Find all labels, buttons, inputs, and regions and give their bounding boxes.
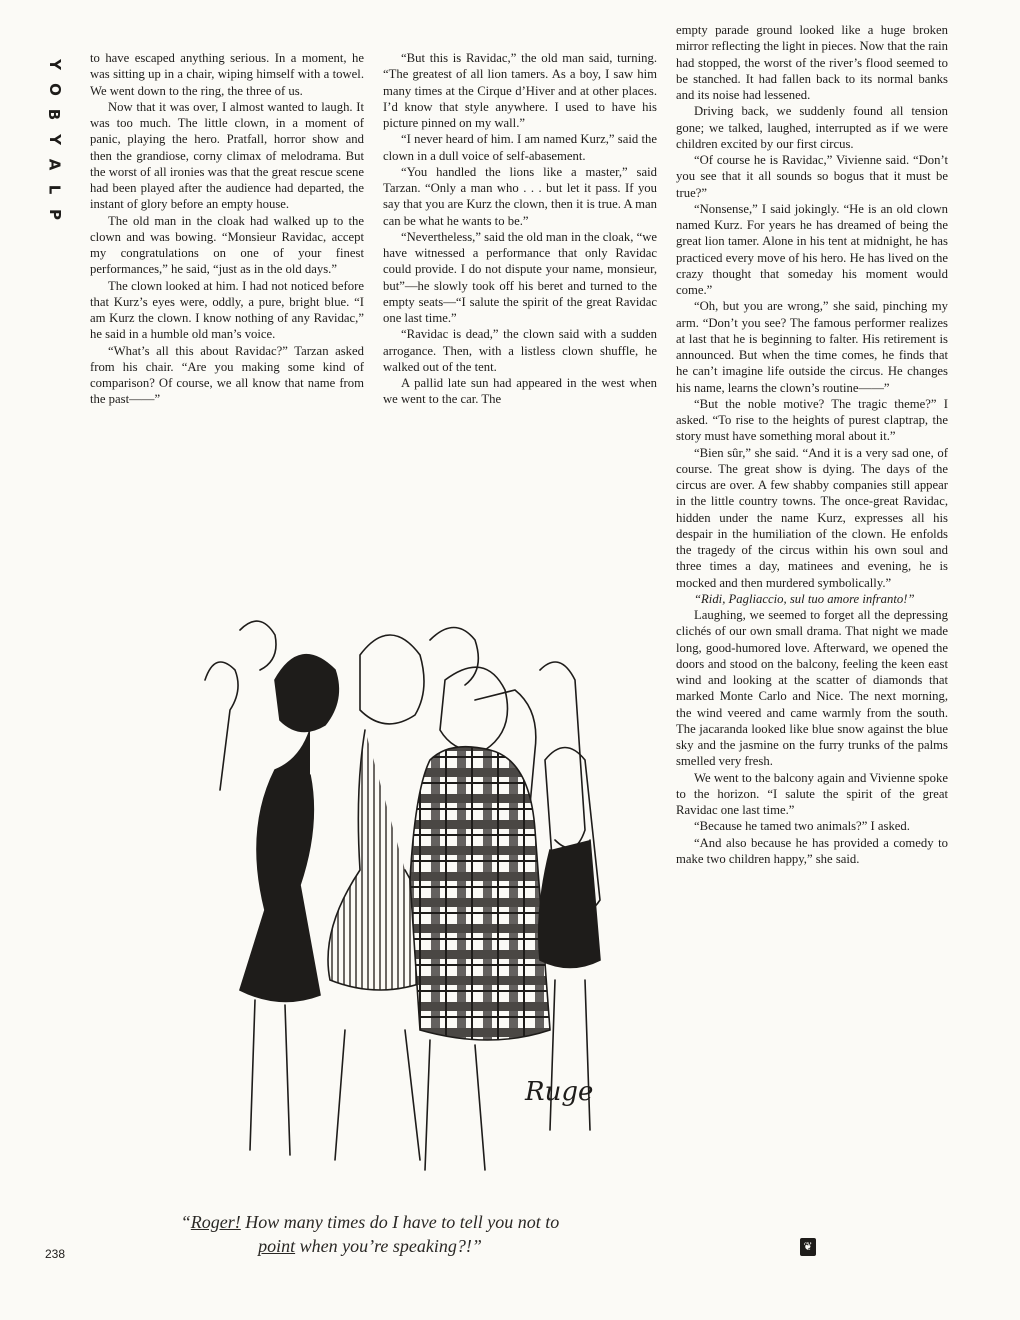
paragraph: “What’s all this about Ravidac?” Tarzan asked from his chair. “Are you making some kind of comparison? Of course, we all know that name from the past——”	[90, 343, 364, 407]
caption-text: “	[180, 1212, 191, 1232]
paragraph: “You handled the lions like a master,” said Tarzan. “Only a man who . . . but let it pass. If you say that you are Kurz the clown, then it is true. A man can be what he wants to be.”	[383, 164, 657, 228]
paragraph: “Because he tamed two animals?” I asked.	[694, 819, 910, 834]
paragraph: “Oh, but you are wrong,” she said, pinching my arm. “Don’t you see? The famous performer realizes at last that he is beginning to falter. His retirement is announced. But when the time comes, he finds that he can’t imagine life outside the circus. He changes his name, learns the clown’s routine——”	[676, 299, 948, 395]
masthead-letter: B	[45, 108, 64, 121]
masthead-letter: A	[45, 158, 64, 171]
paragraph: We went to the balcony again and Vivienne spoke to the horizon. “I salute the spirit of the great Ravidac one last time.”	[676, 770, 948, 817]
paragraph: “Ravidac is dead,” the clown said with a sudden arrogance. Then, with a listless clown shuffle, he walked out of the tent.	[383, 327, 657, 374]
paragraph: “I never heard of him. I am named Kurz,” said the clown in a dull voice of self-abasement.	[383, 132, 657, 163]
paragraph: “And also because he has provided a comedy to make two children happy,” she said.	[676, 835, 948, 866]
page-number: 238	[45, 1247, 66, 1261]
masthead-letter: P	[45, 209, 64, 220]
paragraph: “But the noble motive? The tragic theme?” I asked. “To rise to the heights of purest claptrap, the story must have something moral about it.”	[676, 396, 948, 444]
text-column-1	[90, 50, 364, 408]
text-column-3	[676, 22, 948, 867]
paragraph: “Of course he is Ravidac,” Vivienne said. “Don’t you see that it all sounds so bogus that it must be true?”	[676, 153, 948, 200]
paragraph: “Bien sûr,” she said. “And it is a very sad one, of course. The great show is dying. The days of the circus are over. A few shabby companies still appear in the little country towns. The once-great Ravidac, hidden under the name Kurz, expresses all his despair in the humiliation of the clown. He enfolds the tragedy of the circus within his own soul and three times a day, matinees and evening, he is mocked and then murdered symbolically.”	[676, 445, 948, 590]
masthead-letter: L	[45, 184, 64, 195]
paragraph: “Ridi, Pagliaccio, sul tuo amore infranto!”	[694, 591, 915, 606]
paragraph: to have escaped anything serious. In a moment, he was sitting up in a chair, wiping himself with a towel. We went down to the ring, the three of us.	[90, 51, 364, 98]
masthead-letter: Y	[45, 59, 64, 70]
masthead-letter: O	[45, 83, 64, 96]
cartoon-caption	[120, 1210, 620, 1258]
paragraph: Now that it was over, I almost wanted to laugh. It was too much. The little clown, in a moment of panic, playing the hero. Pratfall, horror show and then the grandiose, corny climax of melodrama. But the worst of all ironies was that the great rescue scene had been played after the audience had departed, the instant of glory before an empty house.	[90, 99, 364, 212]
caption-text: Roger!	[190, 1212, 241, 1232]
rabbit-end-mark-icon: ❦	[800, 1238, 816, 1256]
caption-text: How many times do I have to tell you not to	[240, 1212, 560, 1232]
paragraph: “Nonsense,” I said jokingly. “He is an old clown named Kurz. For years he has dreamed of being the great lion tamer. Alone in his tent at midnight, he has practiced every move of his hero. He has lived on the crazy thought that someday his moment would come.”	[676, 201, 948, 297]
caption-text: point	[258, 1236, 296, 1256]
paragraph: “But this is Ravidac,” the old man said, turning. “The greatest of all lion tamers. As a boy, I saw him many times at the Cirque d’Hiver and at other places. I’d know that style anywhere. I used to have his picture pinned on my wall.”	[383, 51, 657, 130]
text-column-2	[383, 50, 657, 408]
paragraph: A pallid late sun had appeared in the west when we went to the car. The	[383, 376, 657, 407]
party-cartoon-illustration	[145, 560, 645, 1200]
artist-signature: Ruge	[525, 1077, 594, 1107]
paragraph: Laughing, we seemed to forget all the depressing clichés of our own small drama. That night we made long, good-humored love. Afterward, we opened the doors and stood on the balcony, feeling the keen east wind and looking at the scatter of diamonds that marked Monte Carlo and Nice. The next morning, the wind veered and came warmly from the south. The jacaranda looked like blue snow against the blue sky and the jasmine on the furry trunks of the palms smelled very fresh.	[676, 608, 948, 769]
caption-text: when you’re speaking?!”	[295, 1236, 482, 1256]
paragraph: The clown looked at him. I had not noticed before that Kurz’s eyes were, oddly, a pure, bright blue. “I am Kurz the clown. I know nothing of any Ravidac,” he said in a humble old man’s voice.	[90, 278, 364, 342]
paragraph: empty parade ground looked like a huge broken mirror reflecting the light in pieces. Now that the rain had stopped, the worst of the river’s flood seemed to be stanched. It had fallen back to its normal banks and its noise had lessened.	[676, 23, 948, 102]
masthead-letter: Y	[45, 134, 64, 145]
paragraph: Driving back, we suddenly found all tension gone; we talked, laughed, interrupted as if we were children excited by our first circus.	[676, 104, 948, 151]
playboy-masthead	[40, 52, 68, 227]
paragraph: The old man in the cloak had walked up to the clown and was bowing. “Monsieur Ravidac, accept my congratulations on one of your finest performances,” he said, “just as in the old days.”	[90, 213, 364, 277]
paragraph: “Nevertheless,” said the old man in the cloak, “we have witnessed a performance that only Ravidac could provide. I do not dispute your name, monsieur, but”—he slowly took off his beret and turned to the empty seats—“I salute the spirit of the great Ravidac one last time.”	[383, 229, 657, 325]
